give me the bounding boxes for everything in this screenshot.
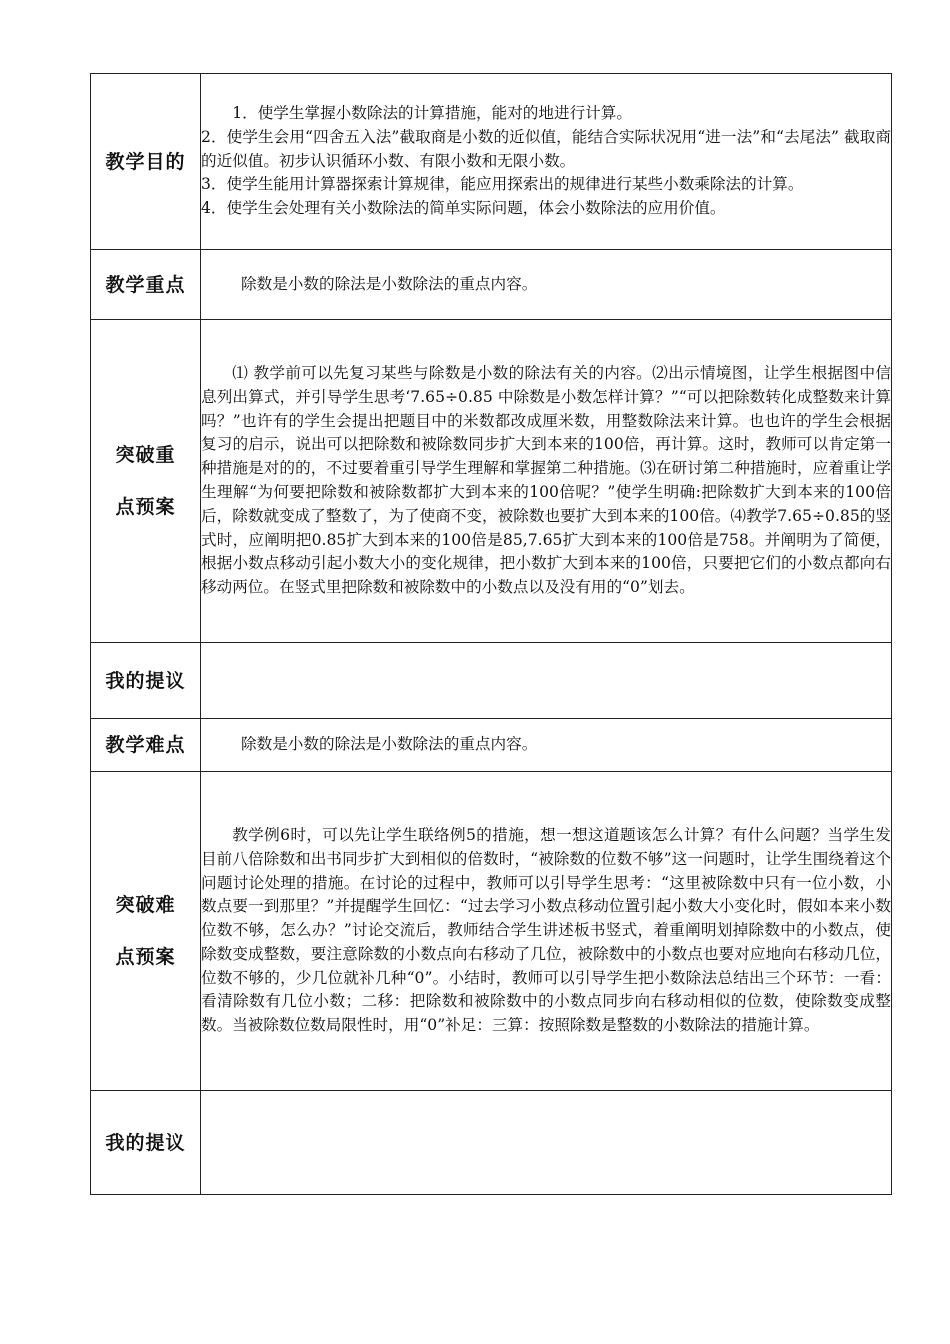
objective-item: 1．使学生掌握小数除法的计算措施，能对的地进行计算。 bbox=[232, 104, 632, 122]
key-plan-content bbox=[201, 320, 892, 643]
key-point-content: 除数是小数的除法是小数除法的重点内容。 bbox=[201, 250, 892, 320]
objective-item: 4．使学生会处理有关小数除法的简单实际问题，体会小数除法的应用价值。 bbox=[201, 199, 726, 218]
row-key-plan bbox=[91, 320, 892, 643]
row-difficulty bbox=[91, 719, 892, 772]
suggestion-1-label: 我的提议 bbox=[91, 643, 201, 719]
suggestion-2-content[interactable] bbox=[201, 1091, 892, 1195]
difficulty-plan-text: 教学例6时，可以先让学生联络例5的措施，想一想这道题该怎么计算？有什么问题？当学生发目前八倍除数和出书同步扩大到相似的倍数时，“被除数的位数不够”这一问题时，让学生围绕着这个问题讨论处理的措施。在讨论的过程中，教师可以引导学生思考：“这里被除数中只有一位小数，小数点要一到那里？”并提醒学生回忆：“过去学习小数点移动位置引起小数大小变化时，假如本来小数位数不够，怎么办？”讨论交流后，教师结合学生讲述板书竖式，着重阐明划掉除数中的小数点，使除数变成整数，要注意除数的小数点向右移动了几位，被除数中的小数点也要对应地向右移动几位，位数不够的，少几位就补几种“0”。小结时，教师可以引导学生把小数除法总结出三个环节：一看：看清除数有几位小数；二移：把除数和被除数中的小数点同步向右移动相似的位数，使除数变成整数。当被除数位数局限性时，用“0”补足：三算：按照除数是整数的小数除法的措施计算。 bbox=[201, 825, 891, 1035]
difficulty-plan-label: 突破难点预案 bbox=[91, 772, 201, 1091]
key-plan-text: ⑴ 教学前可以先复习某些与除数是小数的除法有关的内容。⑵出示情境图，让学生根据图中信息列出算式，并引导学生思考‘7.65÷0.85 中除数是小数怎样计算？”“可以把除数转化成整数来计算吗？”也许有的学生会提出把题目中的米数都改成厘米数，用整数除法来计算。也也许的学生会根据复习的启示，说出可以把除数和被除数同步扩大到本来的100倍，再计算。这时，教师可以肯定第一种措施是对的的，不过要着重引导学生理解和掌握第二种措施。⑶在研讨第二种措施时，应着重让学生理解“为何要把除数和被除数都扩大到本来的100倍呢？”使学生明确:把除数扩大到本来的100倍后，除数就变成了整数了，为了使商不变，被除数也要扩大到本来的100倍。⑷教学7.65÷0.85的竖式时，应阐明把0.85扩大到本来的100倍是85,7.65扩大到本来的100倍是758。并阐明为了简便，根据小数点移动引起小数大小的变化规律，把小数扩大到本来的100倍，只要把它们的小数点都向右移动两位。在竖式里把除数和被除数中的小数点以及没有用的“0”划去。 bbox=[201, 364, 891, 597]
difficulty-content: 除数是小数的除法是小数除法的重点内容。 bbox=[201, 719, 892, 772]
lesson-plan-table bbox=[90, 73, 892, 1195]
objectives-content bbox=[201, 74, 892, 250]
suggestion-1-content[interactable] bbox=[201, 643, 892, 719]
row-key-point bbox=[91, 250, 892, 320]
objective-item: 3．使学生能用计算器探索计算规律，能应用探索出的规律进行某些小数乘除法的计算。 bbox=[201, 175, 804, 194]
suggestion-2-label: 我的提议 bbox=[91, 1091, 201, 1195]
difficulty-plan-content bbox=[201, 772, 892, 1091]
difficulty-label: 教学难点 bbox=[91, 719, 201, 772]
row-objectives bbox=[91, 74, 892, 250]
row-suggestion-1 bbox=[91, 643, 892, 719]
key-plan-label: 突破重点预案 bbox=[91, 320, 201, 643]
row-difficulty-plan bbox=[91, 772, 892, 1091]
row-suggestion-2 bbox=[91, 1091, 892, 1195]
objective-item: 2．使学生会用“四舍五入法”截取商是小数的近似值，能结合实际状况用“进一法”和“去尾法” 截取商的近似值。初步认识循环小数、有限小数和无限小数。 bbox=[201, 127, 891, 170]
objectives-label: 教学目的 bbox=[91, 74, 201, 250]
key-point-label: 教学重点 bbox=[91, 250, 201, 320]
